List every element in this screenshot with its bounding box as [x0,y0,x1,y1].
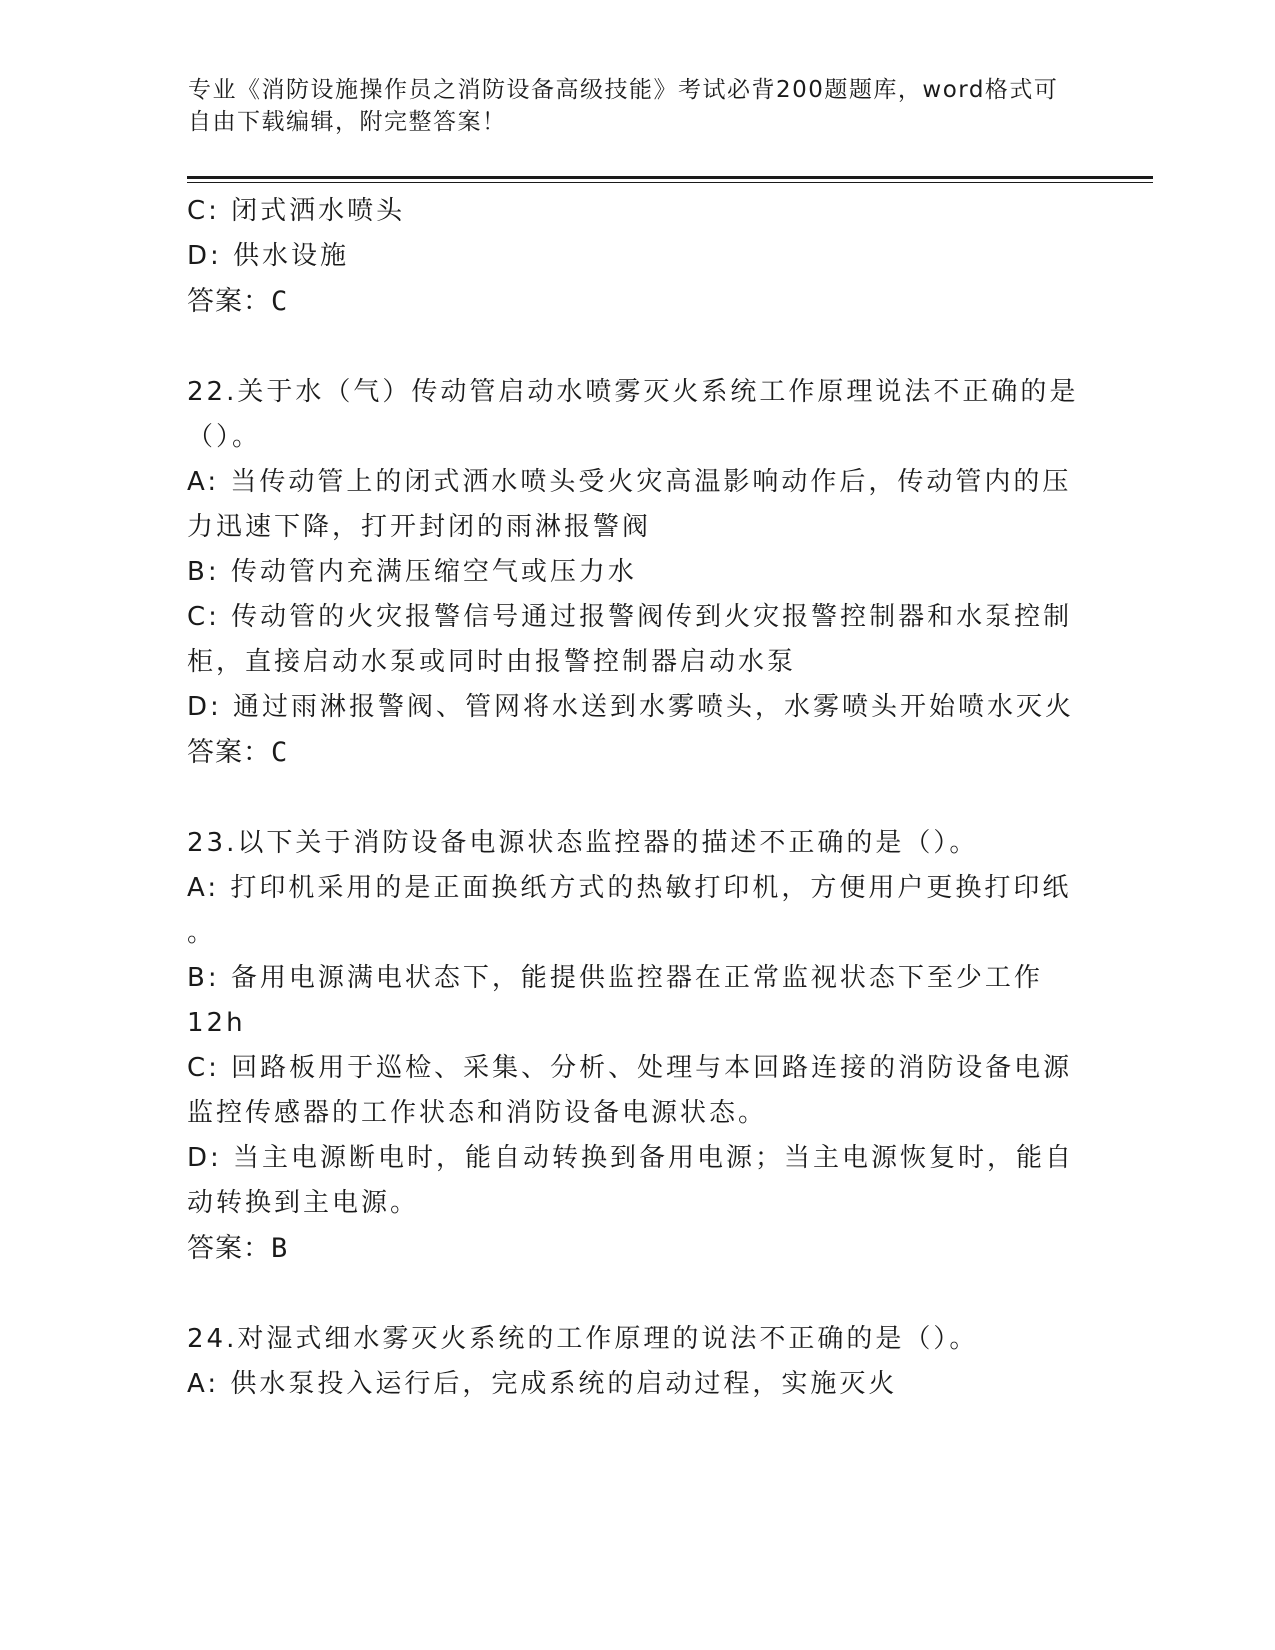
spacer [187,324,1087,370]
answer-label: 答案：C [187,286,289,317]
option-c-continued: 监控传感器的工作状态和消防设备电源状态。 [187,1098,768,1128]
question-24 [187,1317,1087,1407]
option-a-continued: 力迅速下降，打开封闭的雨淋报警阀 [187,512,652,542]
option-d: D: 通过雨淋报警阀、管网将水送到水雾喷头，水雾喷头开始喷水灭火 [187,692,1075,722]
question-content [187,189,1087,1407]
header-divider-thick [187,176,1153,179]
header-divider-thin [187,182,1153,183]
spacer [187,775,1087,821]
option-d-continued: 动转换到主电源。 [187,1188,420,1218]
option-b-continued: 12h [187,1008,246,1038]
question-stem: 22.关于水（气）传动管启动水喷雾灭火系统工作原理说法不正确的是 [187,377,1079,407]
option-c-continued: 柜，直接启动水泵或同时由报警控制器启动水泵 [187,647,797,677]
previous-question-block [187,189,1087,324]
question-22 [187,370,1087,775]
option-b: B: 备用电源满电状态下，能提供监控器在正常监视状态下至少工作 [187,963,1043,993]
option-c: C: 回路板用于巡检、采集、分析、处理与本回路连接的消防设备电源 [187,1053,1073,1083]
option-a: A: 打印机采用的是正面换纸方式的热敏打印机，方便用户更换打印纸 [187,873,1072,903]
option-c: C: 闭式洒水喷头 [187,196,406,226]
header-title-line-1: 专业《消防设施操作员之消防设备高级技能》考试必背200题题库，word格式可 [188,77,1059,103]
spacer [187,1271,1087,1317]
header-title-line-2: 自由下载编辑，附完整答案！ [188,109,507,135]
answer-label: 答案：C [187,737,289,768]
option-d: D: 供水设施 [187,241,350,271]
answer-label: 答案：B [187,1233,289,1264]
option-a: A: 当传动管上的闭式洒水喷头受火灾高温影响动作后，传动管内的压 [187,467,1072,497]
document-header [188,74,1068,138]
option-a: A: 供水泵投入运行后，完成系统的启动过程，实施灭火 [187,1369,898,1399]
option-c: C: 传动管的火灾报警信号通过报警阀传到火灾报警控制器和水泵控制 [187,602,1073,632]
question-23 [187,821,1087,1271]
option-b: B: 传动管内充满压缩空气或压力水 [187,557,637,587]
question-stem: 23.以下关于消防设备电源状态监控器的描述不正确的是（）。 [187,828,979,858]
option-a-continued: 。 [187,918,217,948]
question-stem: 24.对湿式细水雾灭火系统的工作原理的说法不正确的是（）。 [187,1324,979,1354]
option-d: D: 当主电源断电时，能自动转换到备用电源；当主电源恢复时，能自 [187,1143,1075,1173]
question-stem-continued: （）。 [187,422,262,452]
